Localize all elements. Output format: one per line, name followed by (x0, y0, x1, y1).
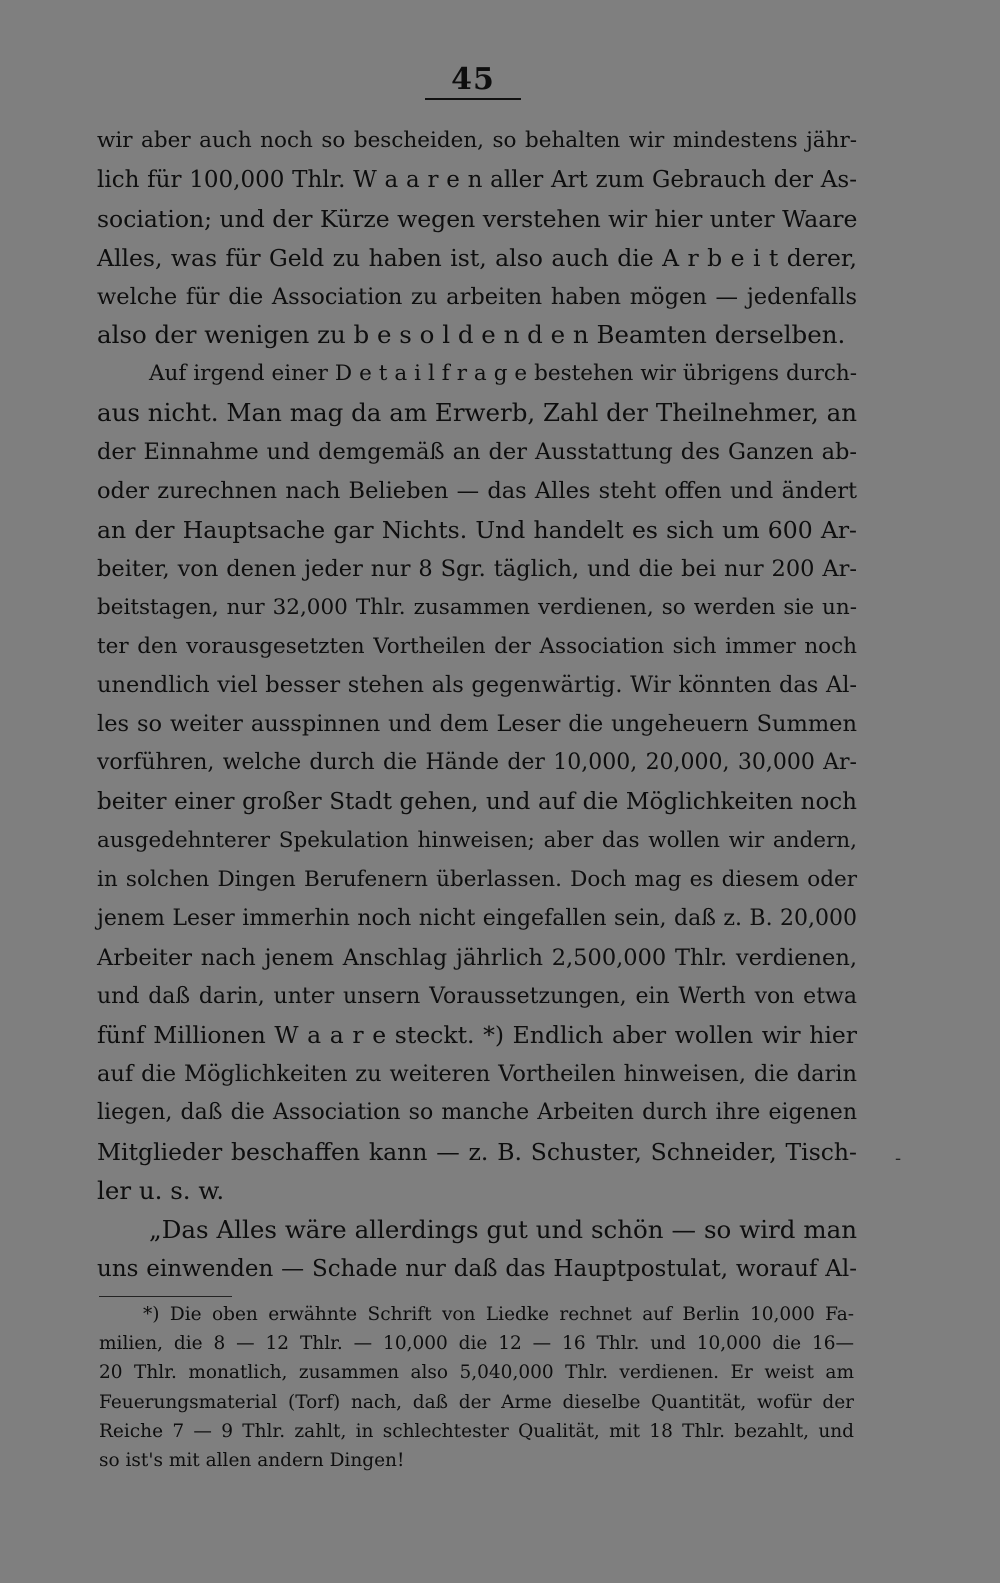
footnotes (99, 1300, 854, 1475)
footnote-line: Feuerungsmaterial (Torf) nach, daß der Arme dieselbe Quantität, wofür der (99, 1391, 854, 1413)
text-line: unendlich viel besser stehen als gegenwärtig. Wir könnten das Al- (97, 672, 857, 699)
text-line: welche für die Association zu arbeiten haben mögen — jedenfalls (97, 283, 857, 310)
text-line: jenem Leser immerhin noch nicht eingefallen sein, daß z. B. 20,000 (97, 905, 857, 931)
footnote-line: Reiche 7 — 9 Thlr. zahlt, in schlechtester Qualität, mit 18 Thlr. bezahlt, und (99, 1420, 854, 1442)
text-line: beiter einer großer Stadt gehen, und auf die Möglichkeiten noch (97, 789, 857, 816)
text-line: Mitglieder beschaffen kann — z. B. Schuster, Schneider, Tisch- (97, 1138, 857, 1167)
footnote-rule (99, 1296, 232, 1297)
text-line: ter den vorausgesetzten Vortheilen der Association sich immer noch (97, 633, 857, 659)
text-line: vorführen, welche durch die Hände der 10,000, 20,000, 30,000 Ar- (97, 750, 857, 776)
text-line: beiter, von denen jeder nur 8 Sgr. täglich, und die bei nur 200 Ar- (97, 555, 857, 582)
text-line: ausgedehnterer Spekulation hinweisen; aber das wollen wir andern, (97, 828, 857, 854)
footnote-line: 20 Thlr. monatlich, zusammen also 5,040,000 Thlr. verdienen. Er weist am (99, 1362, 854, 1384)
text-line: in solchen Dingen Berufenern überlassen. Doch mag es diesem oder (97, 866, 857, 892)
text-line: liegen, daß die Association so manche Arbeiten durch ihre eigenen (97, 1100, 857, 1126)
text-line: „Das Alles wäre allerdings gut und schön — so wird man (149, 1214, 857, 1244)
text-line: beitstagen, nur 32,000 Thlr. zusammen verdienen, so werden sie un- (97, 594, 857, 620)
footnote-line: milien, die 8 — 12 Thlr. — 10,000 die 12 — 16 Thlr. und 10,000 die 16— (99, 1333, 854, 1355)
footnote-line: *) Die oben erwähnte Schrift von Liedke rechnet auf Berlin 10,000 Fa- (143, 1304, 854, 1325)
text-line: sociation; und der Kürze wegen verstehen wir hier unter Waare (97, 204, 858, 233)
text-line: lich für 100,000 Thlr. W a a r e n aller Art zum Gebrauch der As- (97, 166, 857, 193)
text-line: Alles, was für Geld zu haben ist, also auch die A r b e i t derer, (97, 243, 857, 272)
text-line: aus nicht. Man mag da am Erwerb, Zahl der Theilnehmer, an (97, 398, 857, 428)
text-line: ler u. s. w. (97, 1176, 225, 1206)
text-line: der Einnahme und demgemäß an der Ausstattung des Ganzen ab- (97, 439, 857, 466)
text-line: uns einwenden — Schade nur daß das Hauptpostulat, worauf Al- (97, 1255, 857, 1282)
body-text (97, 122, 857, 1289)
text-line: also der wenigen zu b e s o l d e n d e n Beamten derselben. (97, 320, 846, 350)
page-number: 45 (451, 62, 495, 97)
text-line: und daß darin, unter unsern Voraussetzungen, ein Werth von etwa (97, 983, 857, 1009)
text-line: Auf irgend einer D e t a i l f r a g e bestehen wir übrigens durch- (149, 361, 857, 387)
text-line: les so weiter ausspinnen und dem Leser die ungeheuern Summen (97, 711, 857, 738)
stray-mark: - (895, 1148, 902, 1169)
text-line: Arbeiter nach jenem Anschlag jährlich 2,500,000 Thlr. verdienen, (97, 944, 857, 971)
text-line: oder zurechnen nach Belieben — das Alles steht offen und ändert (97, 478, 857, 505)
page-number-rule (425, 98, 521, 100)
text-line: fünf Millionen W a a r e steckt. *) Endlich aber wollen wir hier (97, 1021, 857, 1050)
text-line: an der Hauptsache gar Nichts. Und handelt es sich um 600 Ar- (97, 515, 857, 544)
text-line: auf die Möglichkeiten zu weiteren Vortheilen hinweisen, die darin (97, 1061, 857, 1088)
text-line: wir aber auch noch so bescheiden, so behalten wir mindestens jähr- (97, 128, 857, 153)
footnote-line: so ist's mit allen andern Dingen! (99, 1449, 405, 1471)
